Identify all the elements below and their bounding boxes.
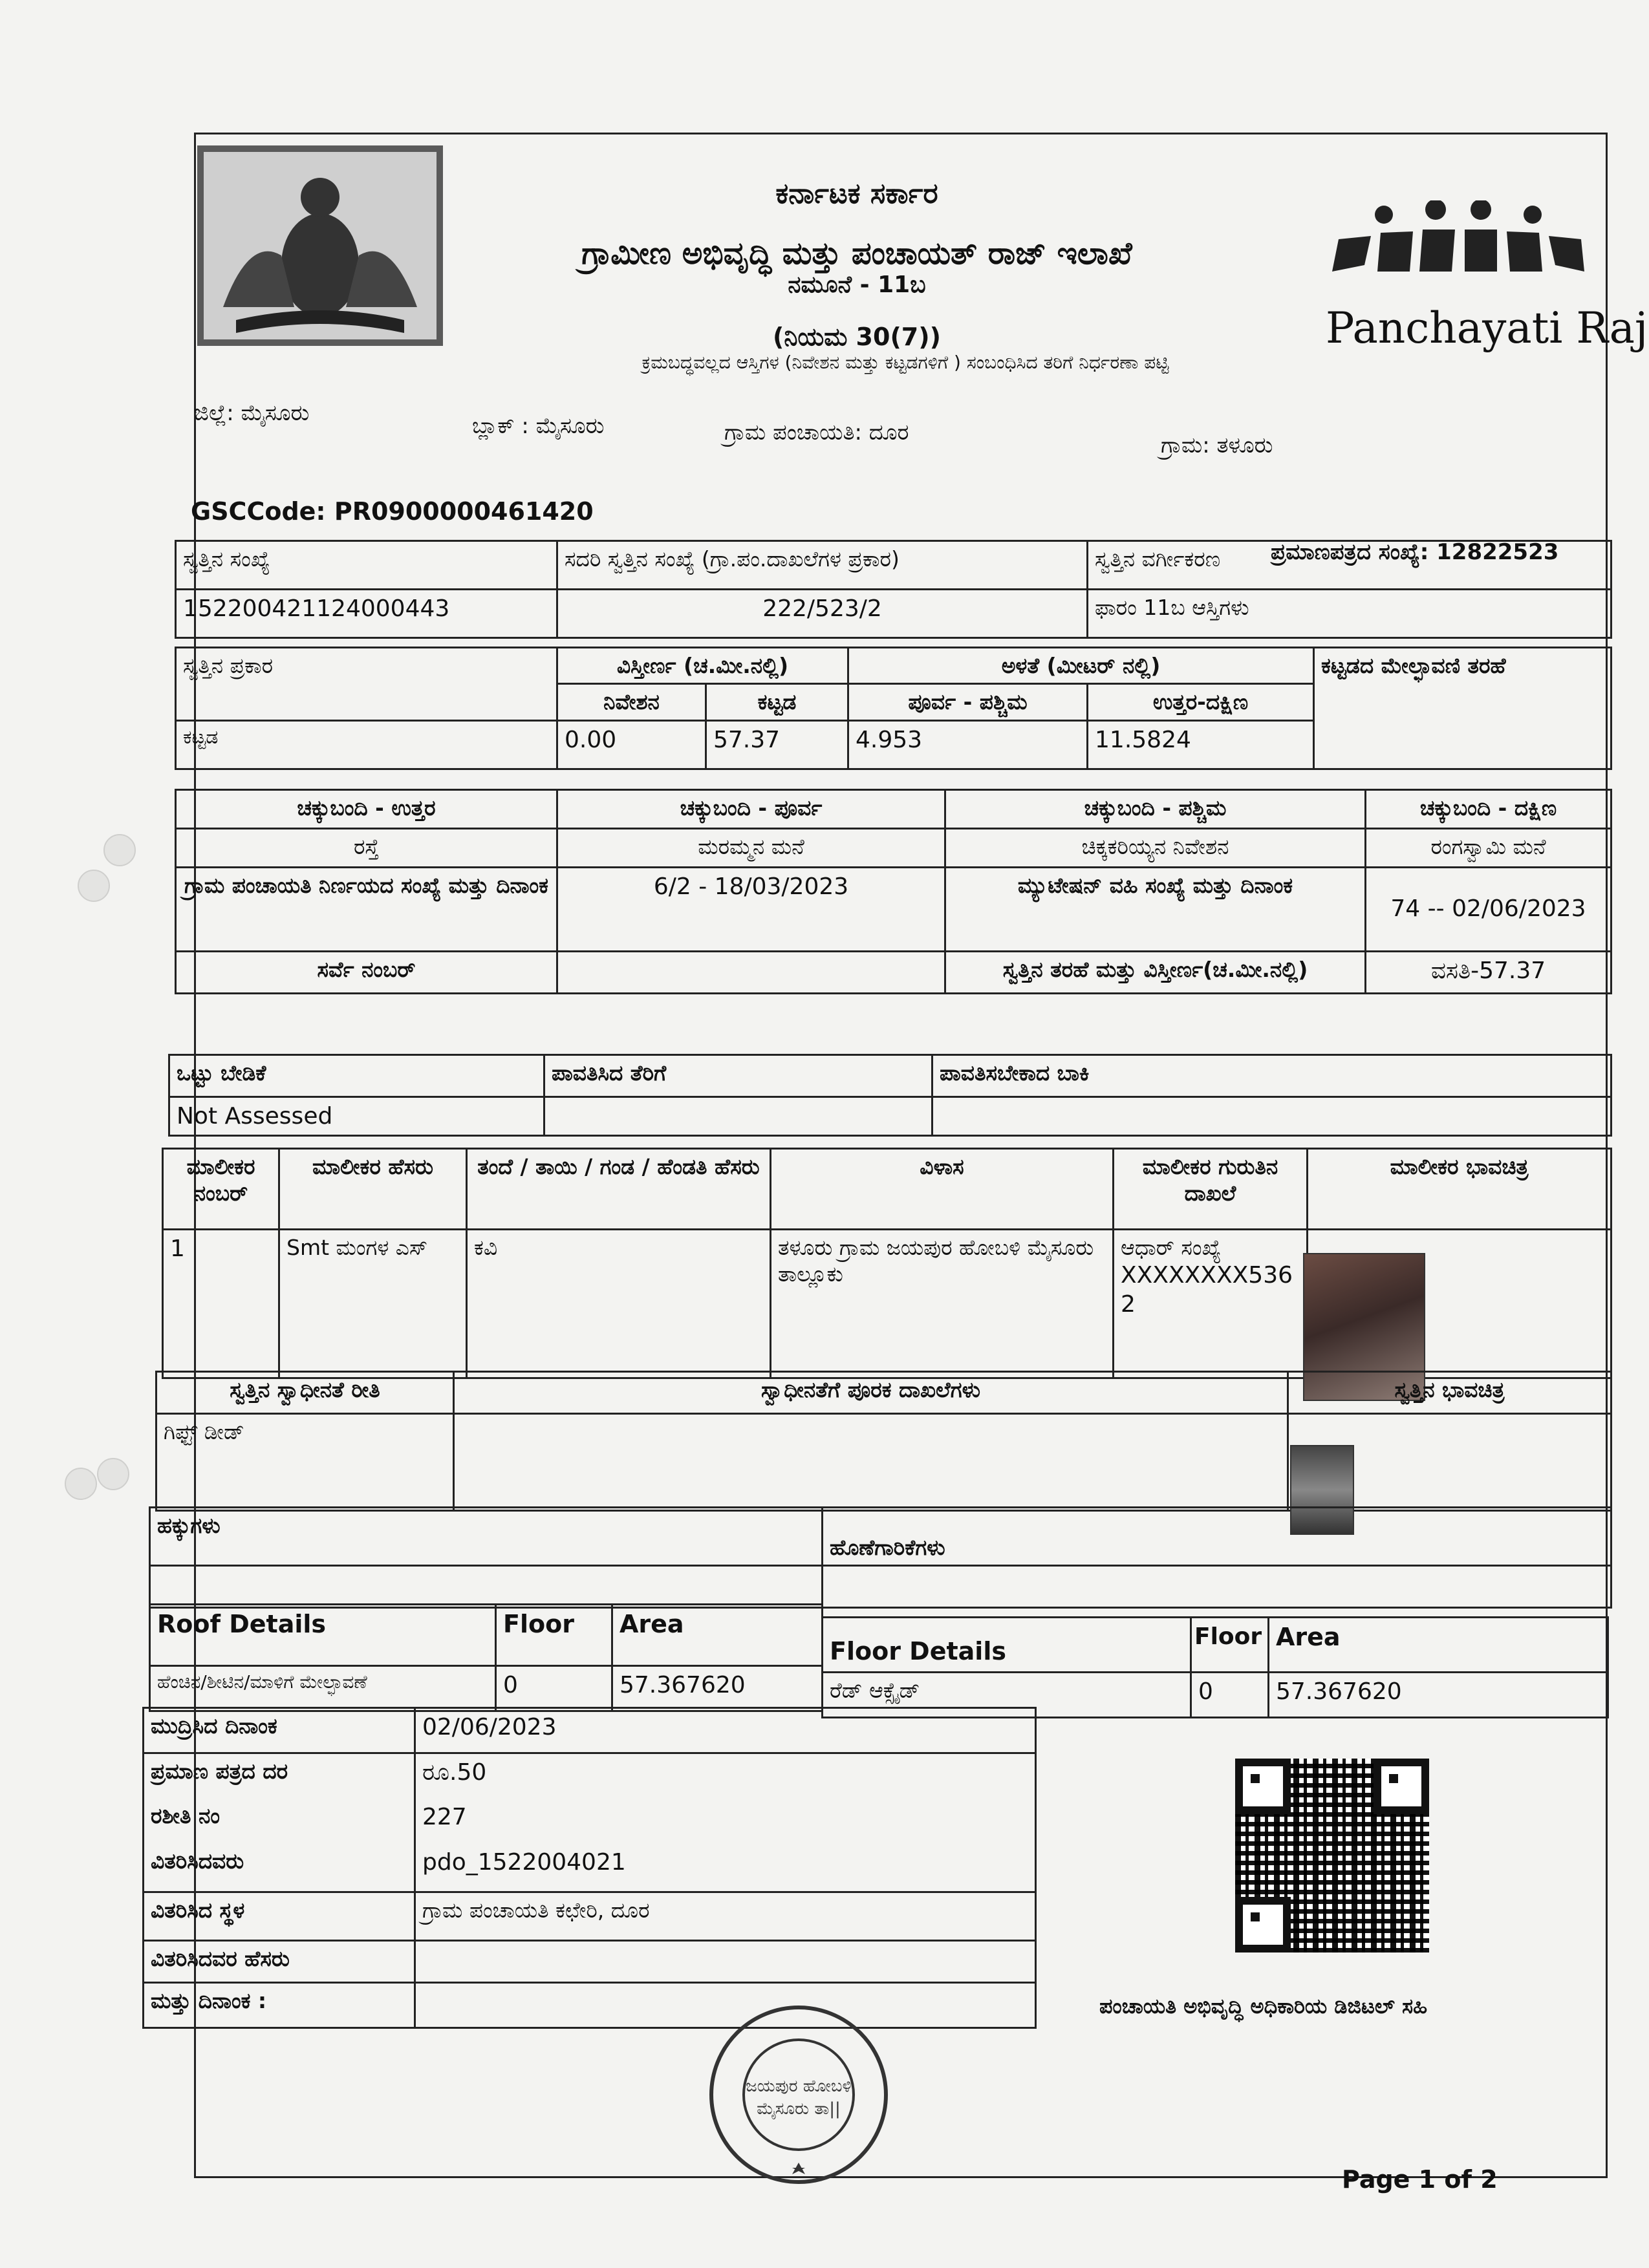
page-number: Page 1 of 2 bbox=[1342, 2165, 1498, 2194]
paid-tax bbox=[544, 1097, 932, 1136]
punch-hole bbox=[78, 870, 110, 902]
gsc-code: GSCCode: PR0900000461420 bbox=[191, 497, 594, 526]
nature-label: ಸ್ವತ್ತಿನ ತರಹೆ ಮತ್ತು ವಿಸ್ತೀರ್ಣ(ಚ.ಮೀ.ನಲ್ಲಿ) bbox=[945, 952, 1366, 994]
punch-hole bbox=[65, 1468, 97, 1500]
floor-floor-label: Floor bbox=[1191, 1618, 1269, 1673]
issuer: pdo_1522004021 bbox=[415, 1844, 1036, 1892]
nature-value: ವಸತಿ-57.37 bbox=[1366, 952, 1611, 994]
resolution-value: 6/2 - 18/03/2023 bbox=[557, 868, 945, 952]
district: ಜಿಲ್ಲೆ: ಮೈಸೂರು bbox=[194, 400, 310, 426]
liabilities-value bbox=[823, 1566, 1611, 1608]
certificate-number: ಪ್ರಮಾಣಪತ್ರದ ಸಂಖ್ಯೆ: 12822523 bbox=[1271, 539, 1559, 565]
paid-tax-label: ಪಾವತಿಸಿದ ತೆರಿಗೆ bbox=[544, 1055, 932, 1097]
place-label: ವಿತರಿಸಿದ ಸ್ಥಳ bbox=[144, 1892, 415, 1941]
qr-code bbox=[1235, 1759, 1429, 1952]
resolution-label: ಗ್ರಾಮ ಪಂಚಾಯತಿ ನಿರ್ಣಯದ ಸಂಖ್ಯೆ ಮತ್ತು ದಿನಾಂಕ bbox=[176, 868, 557, 952]
owner-number: 1 bbox=[163, 1230, 279, 1378]
property-number-table bbox=[175, 540, 1612, 639]
balance-label: ಪಾವತಿಸಬೇಕಾದ ಬಾಕಿ bbox=[932, 1055, 1611, 1097]
roof-area: 57.367620 bbox=[612, 1666, 823, 1711]
supporting-docs bbox=[454, 1414, 1288, 1511]
identity-document-label: ಮಾಲೀಕರ ಗುರುತಿನ ದಾಖಲೆ bbox=[1114, 1149, 1308, 1230]
rights-label: ಹಕ್ಕುಗಳು bbox=[150, 1508, 823, 1566]
ownership-mode: ಗಿಫ್ಟ್ ಡೀಡ್ bbox=[156, 1414, 454, 1511]
north-boundary-label: ಚಕ್ಕುಬಂದಿ - ಉತ್ತರ bbox=[176, 790, 557, 829]
recipient bbox=[415, 1941, 1036, 1983]
east-west-label: ಪೂರ್ವ - ಪಶ್ಚಿಮ bbox=[848, 684, 1088, 720]
digital-signature-caption: ಪಂಚಾಯತಿ ಅಭಿವೃದ್ಧಿ ಅಧಿಕಾರಿಯ ಡಿಜಿಟಲ್ ಸಹಿ bbox=[1099, 1994, 1428, 2018]
survey-label: ಸರ್ವೆ ನಂಬರ್ bbox=[176, 952, 557, 994]
fee-label: ಪ್ರಮಾಣ ಪತ್ರದ ದರ bbox=[144, 1753, 415, 1799]
tax-table bbox=[168, 1054, 1612, 1137]
total-demand: Not Assessed bbox=[169, 1097, 544, 1136]
north-boundary: ರಸ್ತೆ bbox=[176, 829, 557, 868]
form-name: ನಮೂನೆ - 11ಬ bbox=[788, 272, 926, 298]
identity-document-type: ಆಧಾರ್ ಸಂಖ್ಯೆ bbox=[1121, 1235, 1222, 1260]
classification: ಫಾರಂ 11ಬ ಆಸ್ತಿಗಳು bbox=[1088, 590, 1611, 638]
header-line2: ಗ್ರಾಮೀಣ ಅಭಿವೃದ್ಧಿ ಮತ್ತು ಪಂಚಾಯತ್ ರಾಜ್ ಇಲಾಖೆ bbox=[581, 235, 1132, 272]
classification-label: ಸ್ವತ್ತಿನ ವರ್ಗೀಕರಣ bbox=[1088, 541, 1611, 590]
floor-details-table bbox=[821, 1616, 1609, 1718]
owner-name: Smt ಮಂಗಳ ಎಸ್ bbox=[279, 1230, 467, 1378]
panchayati-raj-logo-icon bbox=[1326, 200, 1584, 297]
property-type: ಕಟ್ಟಡ bbox=[176, 720, 557, 769]
block: ಬ್ಲಾಕ್ : ಮೈಸೂರು bbox=[472, 413, 605, 439]
south-boundary-label: ಚಕ್ಕುಬಂದಿ - ದಕ್ಷಿಣ bbox=[1366, 790, 1611, 829]
village: ಗ್ರಾಮ: ತಳೂರು bbox=[1161, 433, 1273, 458]
logo-text: Panchayati Raj bbox=[1326, 303, 1648, 353]
address-label: ವಿಳಾಸ bbox=[771, 1149, 1114, 1230]
issue-details-table bbox=[142, 1707, 1037, 2029]
floor-area: 57.367620 bbox=[1269, 1673, 1608, 1718]
area-label: ವಿಸ್ತೀರ್ಣ (ಚ.ಮೀ.ನಲ್ಲಿ) bbox=[557, 648, 848, 684]
property-measurement-table bbox=[175, 647, 1612, 770]
place: ಗ್ರಾಮ ಪಂಚಾಯತಿ ಕಛೇರಿ, ದೂರ bbox=[415, 1892, 1036, 1941]
header-line1: ಕರ್ನಾಟಕ ಸರ್ಕಾರ bbox=[775, 177, 938, 210]
identity-document-number: XXXXXXXX5362 bbox=[1121, 1262, 1293, 1318]
karnataka-emblem-icon bbox=[197, 145, 443, 346]
west-boundary-label: ಚಕ್ಕುಬಂದಿ - ಪಶ್ಚಿಮ bbox=[945, 790, 1366, 829]
property-type-label: ಸ್ವತ್ತಿನ ಪ್ರಕಾರ bbox=[176, 648, 557, 721]
roof-details-title: Roof Details bbox=[150, 1605, 496, 1666]
roof-area-label: Area bbox=[612, 1605, 823, 1666]
gram-panchayat: ಗ್ರಾಮ ಪಂಚಾಯತಿ: ದೂರ bbox=[724, 420, 909, 445]
floor-type: ರೆಡ್ ಆಕ್ಸೈಡ್ bbox=[823, 1673, 1191, 1718]
building-label: ಕಟ್ಟಡ bbox=[706, 684, 848, 720]
east-boundary-label: ಚಕ್ಕುಬಂದಿ - ಪೂರ್ವ bbox=[557, 790, 945, 829]
west-boundary: ಚಿಕ್ಕಕರಿಯ್ಯನ ನಿವೇಶನ bbox=[945, 829, 1366, 868]
owner-address: ತಳೂರು ಗ್ರಾಮ ಜಯಪುರ ಹೋಬಳಿ ಮೈಸೂರು ತಾಲ್ಲೂಕು bbox=[771, 1230, 1114, 1378]
floor-details-title: Floor Details bbox=[823, 1618, 1191, 1673]
print-date-label: ಮುದ್ರಿಸಿದ ದಿನಾಂಕ bbox=[144, 1708, 415, 1753]
survey-value bbox=[557, 952, 945, 994]
site-label: ನಿವೇಶನ bbox=[557, 684, 706, 720]
roof-details-table bbox=[149, 1603, 823, 1712]
issuer-label: ವಿತರಿಸಿದವರು bbox=[144, 1844, 415, 1892]
owner-number-label: ಮಾಲೀಕರ ನಂಬರ್ bbox=[163, 1149, 279, 1230]
balance bbox=[932, 1097, 1611, 1136]
roof-floor: 0 bbox=[496, 1666, 612, 1711]
recipient-label: ವಿತರಿಸಿದವರ ಹೆಸರು bbox=[144, 1941, 415, 1983]
fee: ರೂ.50 bbox=[415, 1753, 1036, 1799]
receipt: 227 bbox=[415, 1799, 1036, 1844]
punch-hole bbox=[97, 1458, 129, 1490]
roof-type-label: ಕಟ್ಟಡದ ಮೇಲ್ಛಾವಣಿ ತರಹೆ bbox=[1314, 648, 1611, 769]
relative-name: ಕವಿ bbox=[467, 1230, 771, 1378]
east-west-length: 4.953 bbox=[848, 720, 1088, 769]
supporting-docs-label: ಸ್ವಾಧೀನತೆಗೆ ಪೂರಕ ದಾಖಲೆಗಳು bbox=[454, 1372, 1288, 1414]
punch-hole bbox=[103, 834, 136, 866]
identity-document bbox=[1114, 1230, 1308, 1378]
rights-table bbox=[149, 1506, 1612, 1609]
owner-photo-label: ಮಾಲೀಕರ ಭಾವಚಿತ್ರ bbox=[1308, 1149, 1611, 1230]
roof-type: ಹೆಂಚಿನ/ಶೀಟಿನ/ಮಾಳಿಗೆ ಮೇಲ್ಛಾವಣೆ bbox=[150, 1666, 496, 1711]
north-south-length: 11.5824 bbox=[1088, 720, 1314, 769]
property-photo-label: ಸ್ವತ್ತಿನ ಭಾವಚಿತ್ರ bbox=[1288, 1372, 1611, 1414]
boundaries-table bbox=[175, 789, 1612, 994]
relative-name-label: ತಂದೆ / ತಾಯಿ / ಗಂಡ / ಹೆಂಡತಿ ಹೆಸರು bbox=[467, 1149, 771, 1230]
total-demand-label: ಒಟ್ಟು ಬೇಡಿಕೆ bbox=[169, 1055, 544, 1097]
mutation-label: ಮ್ಯುಟೇಷನ್ ವಹಿ ಸಂಖ್ಯೆ ಮತ್ತು ದಿನಾಂಕ bbox=[945, 868, 1366, 952]
floor-area-label: Area bbox=[1269, 1618, 1608, 1673]
print-date: 02/06/2023 bbox=[415, 1708, 1036, 1753]
sadari-number-label: ಸದರಿ ಸ್ವತ್ತಿನ ಸಂಖ್ಯೆ (ಗ್ರಾ.ಪಂ.ದಾಖಲೆಗಳ ಪ್ರಕಾರ) bbox=[557, 541, 1088, 590]
roof-floor-label: Floor bbox=[496, 1605, 612, 1666]
rule-reference: (ನಿಯಮ 30(7)) bbox=[773, 323, 941, 351]
svg-text:ಜಯಪುರ ಹೋಬಳಿ: ಜಯಪುರ ಹೋಬಳಿ bbox=[746, 2077, 852, 2096]
site-area: 0.00 bbox=[557, 720, 706, 769]
mutation-value: 74 -- 02/06/2023 bbox=[1366, 868, 1611, 952]
owner-name-label: ಮಾಲೀಕರ ಹೆಸರು bbox=[279, 1149, 467, 1230]
dimensions-label: ಅಳತೆ (ಮೀಟರ್ ನಲ್ಲಿ) bbox=[848, 648, 1314, 684]
property-number: 152200421124000443 bbox=[176, 590, 557, 638]
property-number-label: ಸ್ವತ್ತಿನ ಸಂಖ್ಯೆ bbox=[176, 541, 557, 590]
east-boundary: ಮರಮ್ಮನ ಮನೆ bbox=[557, 829, 945, 868]
liabilities-label: ಹೊಣೆಗಾರಿಕೆಗಳು bbox=[823, 1508, 1611, 1566]
header-subtitle: ಕ್ರಮಬದ್ಧವಲ್ಲದ ಆಸ್ತಿಗಳ (ನಿವೇಶನ ಮತ್ತು ಕಟ್ಟಡಗಳಿಗೆ ) ಸಂಬಂಧಿಸಿದ ತರಿಗೆ ನಿರ್ಧರಣಾ ಪಟ್ಟಿ bbox=[641, 352, 1169, 373]
receipt-label: ರಶೀತಿ ನಂ bbox=[144, 1799, 415, 1844]
floor-floor: 0 bbox=[1191, 1673, 1269, 1718]
north-south-label: ಉತ್ತರ-ದಕ್ಷಿಣ bbox=[1088, 684, 1314, 720]
ownership-mode-label: ಸ್ವತ್ತಿನ ಸ್ವಾಧೀನತೆ ರೀತಿ bbox=[156, 1372, 454, 1414]
ownership-table bbox=[155, 1371, 1612, 1512]
sadari-number: 222/523/2 bbox=[557, 590, 1088, 638]
date-label: ಮತ್ತು ದಿನಾಂಕ : bbox=[144, 1983, 415, 2028]
south-boundary: ರಂಗಸ್ವಾಮಿ ಮನೆ bbox=[1366, 829, 1611, 868]
rights-value bbox=[150, 1566, 823, 1608]
panchayat-seal-stamp bbox=[705, 2001, 892, 2188]
building-area: 57.37 bbox=[706, 720, 848, 769]
svg-text:ಮೈಸೂರು ತಾ||: ಮೈಸೂರು ತಾ|| bbox=[757, 2099, 841, 2119]
